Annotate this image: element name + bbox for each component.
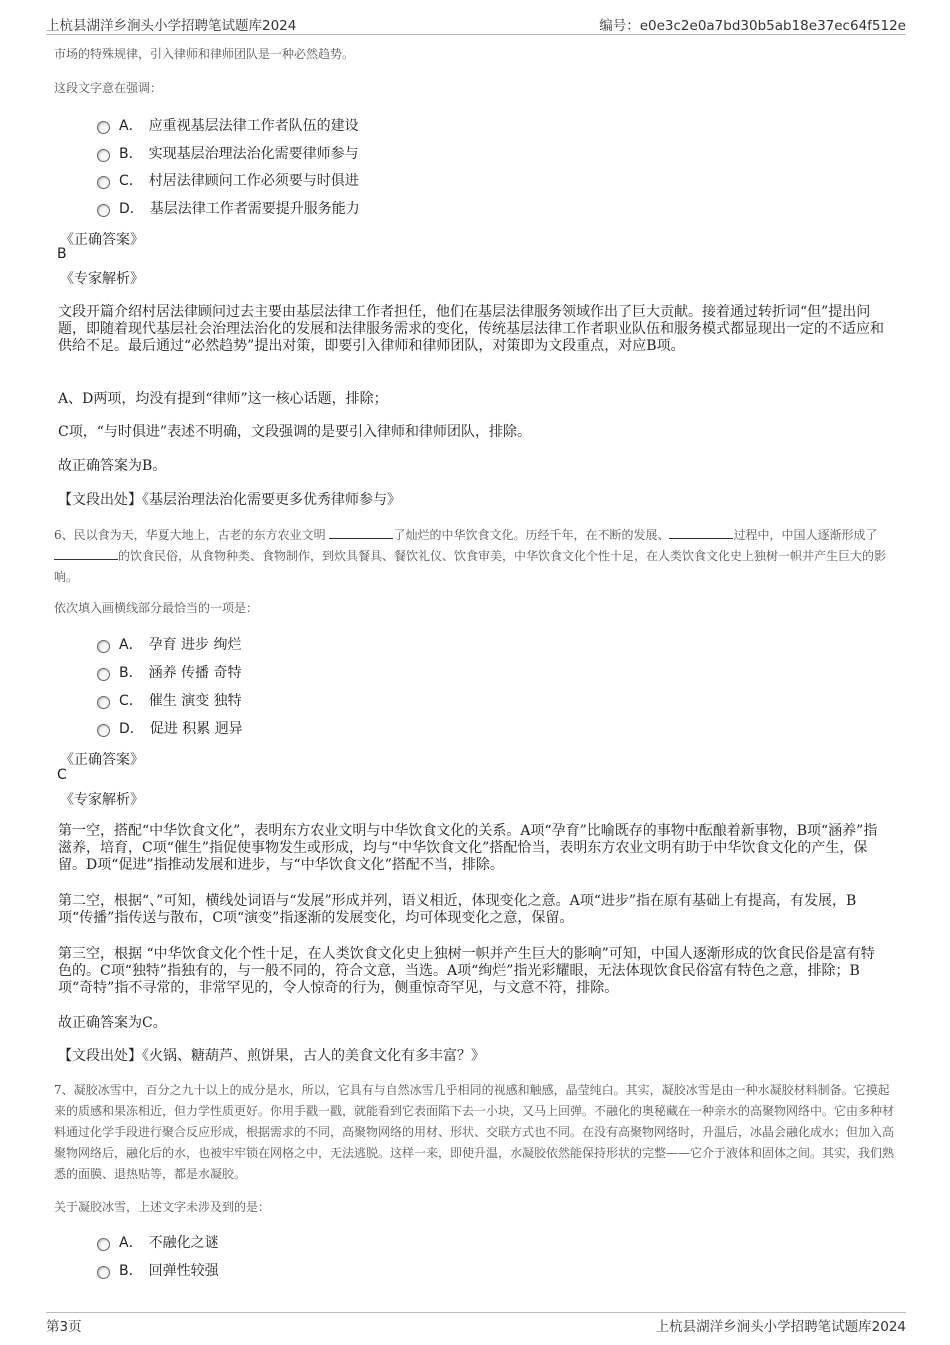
q5-analysis-2: A、D两项，均没有提到“律师”这一核心话题，排除； [58, 391, 388, 407]
q5-source: 【文段出处】《基层治理法治化需要更多优秀律师参与》 [58, 492, 401, 508]
q7-option-b[interactable]: B． 回弹性较强 [97, 1260, 219, 1280]
radio-icon[interactable] [97, 1238, 110, 1251]
header-doc-id: 编号：e0e3c2e0a7bd30b5ab18e37ec64f512e [599, 18, 906, 34]
radio-icon[interactable] [97, 149, 110, 162]
blank-line [669, 526, 733, 539]
radio-icon[interactable] [97, 121, 110, 134]
q5-answer: B [57, 246, 67, 262]
radio-icon[interactable] [97, 724, 110, 737]
page-header [46, 14, 906, 35]
q7-prompt: 关于凝胶冰雪，上述文字未涉及到的是： [54, 1200, 271, 1214]
q6-option-b[interactable]: B． 涵养 传播 奇特 [97, 662, 242, 682]
q5-analysis-1: 文段开篇介绍村居法律顾问过去主要由基层法律工作者担任，他们在基层法律服务领域作出了巨大贡献。接着通过转折词“但”提出问题，即随着现代基层社会治理法治化的发展和法律服务需求的变化，传统基层法律工作者职业队伍和服务模式都显现出一定的不适应和供给不足。最后通过“必然趋势”提出对策，即要引入律师和律师团队，对策即为文段重点，对应B项。 [58, 304, 884, 354]
q6-answer: C [57, 767, 67, 783]
q5-passage-tail: 市场的特殊规律，引入律师和律师团队是一种必然趋势。 [54, 47, 355, 61]
q5-option-b[interactable]: B． 实现基层治理法治化需要律师参与 [97, 143, 359, 163]
q5-option-d[interactable]: D． 基层法律工作者需要提升服务能力 [97, 198, 360, 218]
radio-icon[interactable] [97, 1266, 110, 1279]
q6-analysis-2: 第二空，根据“、”可知，横线处词语与“发展”形成并列，语义相近，体现变化之意。A项“进步”指在原有基础上有提高，有发展，B项“传播”指传送与散布，C项“演变”指逐渐的发展变化，均可体现变化之意，保留。 [58, 893, 857, 926]
q6-prompt: 依次填入画横线部分最恰当的一项是： [54, 601, 259, 615]
q6-option-a[interactable]: A． 孕育 进步 绚烂 [97, 634, 241, 654]
q7-option-a[interactable]: A． 不融化之谜 [97, 1232, 219, 1252]
q7-stem: 7、凝胶冰雪中，百分之九十以上的成分是水，所以，它具有与自然冰雪几乎相同的视感和触感，晶莹纯白。其实，凝胶冰雪是由一种水凝胶材料制备。它摸起来的质感和果冻相近，但力学性质更好。你用手戳一戳，就能看到它表面陷下去一小块，又马上回弹。不融化的奥秘藏在一种亲水的高聚物网络中。它由多种材料通过化学手段进行聚合反应形成，根据需求的不同，高聚物网络的用材、形状、交联方式也不同。在没有高聚物网络时，升温后，冰晶会融化成水；但加入高聚物网络后，融化后的水，也被牢牢锁在网格之中，无法逃脱。这样一来，即使升温，水凝胶依然能保持形状的完整——它介于液体和固体之间。其实，我们熟悉的面膜、退热贴等，都是水凝胶。 [54, 1083, 895, 1181]
header-title: 上杭县湖洋乡涧头小学招聘笔试题库2024 [46, 18, 297, 34]
q5-option-a[interactable]: A． 应重视基层法律工作者队伍的建设 [97, 115, 359, 135]
q6-analysis-label: 《专家解析》 [60, 792, 144, 808]
radio-icon[interactable] [97, 696, 110, 709]
q5-answer-label: 《正确答案》 [60, 232, 144, 248]
q5-option-c[interactable]: C． 村居法律顾问工作必须要与时俱进 [97, 170, 359, 190]
radio-icon[interactable] [97, 640, 110, 653]
q6-answer-label: 《正确答案》 [60, 752, 144, 768]
radio-icon[interactable] [97, 176, 110, 189]
q6-option-c[interactable]: C． 催生 演变 独特 [97, 690, 242, 710]
radio-icon[interactable] [97, 204, 110, 217]
q5-analysis-4: 故正确答案为B。 [58, 458, 167, 474]
q5-analysis-3: C项，“与时俱进”表述不明确，文段强调的是要引入律师和律师团队，排除。 [58, 424, 532, 440]
page-footer [46, 1312, 906, 1335]
page-number: 第3页 [46, 1319, 82, 1335]
q6-source: 【文段出处】《火锅、糖葫芦、煎饼果，古人的美食文化有多丰富？》 [58, 1048, 485, 1064]
footer-title: 上杭县湖洋乡涧头小学招聘笔试题库2024 [655, 1319, 906, 1335]
q6-option-d[interactable]: D． 促进 积累 迥异 [97, 718, 243, 738]
blank-line [54, 547, 118, 560]
q6-stem: 6、民以食为天，华夏大地上，古老的东方农业文明 了灿烂的中华饮食文化。历经千年，在不断的发展、 过程中，中国人逐渐形成了的饮食民俗，从食物种类、食物制作，到炊具餐具、餐饮礼仪、饮食审美，中华饮食文化个性十足，在人类饮食文化史上独树一帜并产生巨大的影响。 [54, 528, 887, 584]
radio-icon[interactable] [97, 668, 110, 681]
q6-analysis-4: 故正确答案为C。 [58, 1015, 167, 1031]
q6-analysis-1: 第一空，搭配“中华饮食文化”，表明东方农业文明与中华饮食文化的关系。A项“孕育”比喻既存的事物中酝酿着新事物，B项“涵养”指滋养，培育，C项“催生”指促使事物发生或形成，均与“中华饮食文化”搭配恰当，表明东方农业文明有助于中华饮食文化的产生，保留。D项“促进”指推动发展和进步，与“中华饮食文化”搭配不当，排除。 [58, 823, 878, 873]
blank-line [329, 526, 393, 539]
q5-prompt: 这段文字意在强调： [54, 81, 163, 95]
q5-analysis-label: 《专家解析》 [60, 271, 144, 287]
q6-analysis-3: 第三空，根据 “中华饮食文化个性十足，在人类饮食文化史上独树一帜并产生巨大的影响”可知，中国人逐渐形成的饮食民俗是富有特色的。C项“独特”指独有的，与一般不同的，符合文意，当选。A项“绚烂”指光彩耀眼，无法体现饮食民俗富有特色之意，排除；B项“奇特”指不寻常的，非常罕见的，令人惊奇的行为，侧重惊奇罕见，与文意不符，排除。 [58, 946, 875, 996]
